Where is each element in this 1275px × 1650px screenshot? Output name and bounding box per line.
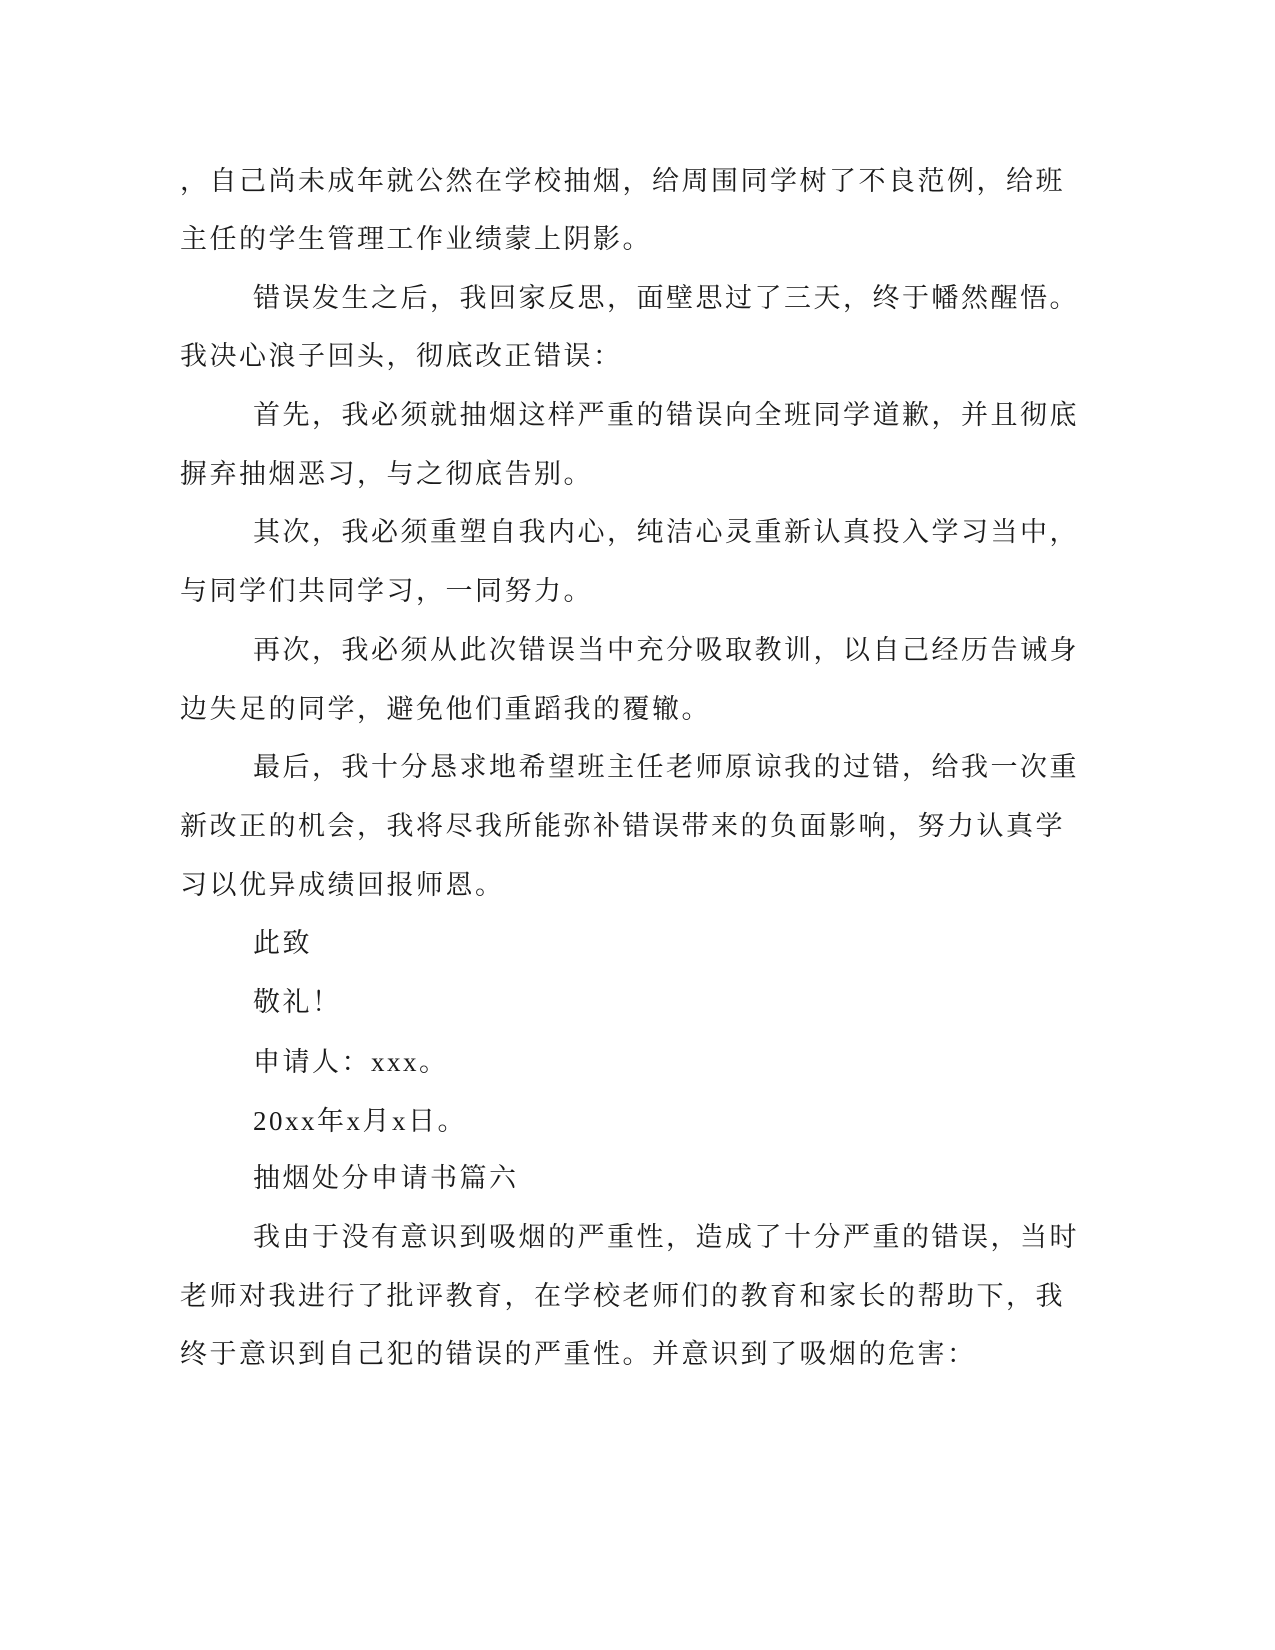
paragraph-line: 最后，我十分恳求地希望班主任老师原谅我的过错，给我一次重 bbox=[253, 752, 1079, 783]
paragraph-line: 摒弃抽烟恶习，与之彻底告别。 bbox=[180, 459, 593, 490]
paragraph-line: 边失足的同学，避免他们重蹈我的覆辙。 bbox=[180, 694, 711, 725]
paragraph-line: ，自己尚未成年就公然在学校抽烟，给周围同学树了不良范例，给班 bbox=[180, 166, 1065, 197]
applicant-line: 申请人：xxx。 bbox=[253, 1047, 449, 1077]
date-line: 20xx年x月x日。 bbox=[253, 1106, 467, 1136]
paragraph-line: 我决心浪子回头，彻底改正错误： bbox=[180, 341, 623, 372]
paragraph-line: 终于意识到自己犯的错误的严重性。并意识到了吸烟的危害： bbox=[180, 1339, 977, 1370]
paragraph-line: 与同学们共同学习，一同努力。 bbox=[180, 576, 593, 607]
paragraph-line: 主任的学生管理工作业绩蒙上阴影。 bbox=[180, 224, 652, 255]
paragraph-line: 错误发生之后，我回家反思，面壁思过了三天，终于幡然醒悟。 bbox=[253, 283, 1079, 314]
paragraph-line: 我由于没有意识到吸烟的严重性，造成了十分严重的错误，当时 bbox=[253, 1222, 1079, 1253]
closing-salutation: 此致 bbox=[253, 928, 312, 959]
paragraph-line: 其次，我必须重塑自我内心，纯洁心灵重新认真投入学习当中， bbox=[253, 517, 1079, 548]
paragraph-line: 老师对我进行了批评教育，在学校老师们的教育和家长的帮助下，我 bbox=[180, 1281, 1065, 1312]
section-heading: 抽烟处分申请书篇六 bbox=[253, 1163, 519, 1194]
paragraph-line: 首先，我必须就抽烟这样严重的错误向全班同学道歉，并且彻底 bbox=[253, 400, 1079, 431]
closing-regards: 敬礼！ bbox=[253, 987, 342, 1018]
paragraph-line: 再次，我必须从此次错误当中充分吸取教训，以自己经历告诫身 bbox=[253, 635, 1079, 666]
paragraph-line: 习以优异成绩回报师恩。 bbox=[180, 870, 505, 901]
paragraph-line: 新改正的机会，我将尽我所能弥补错误带来的负面影响，努力认真学 bbox=[180, 811, 1065, 842]
